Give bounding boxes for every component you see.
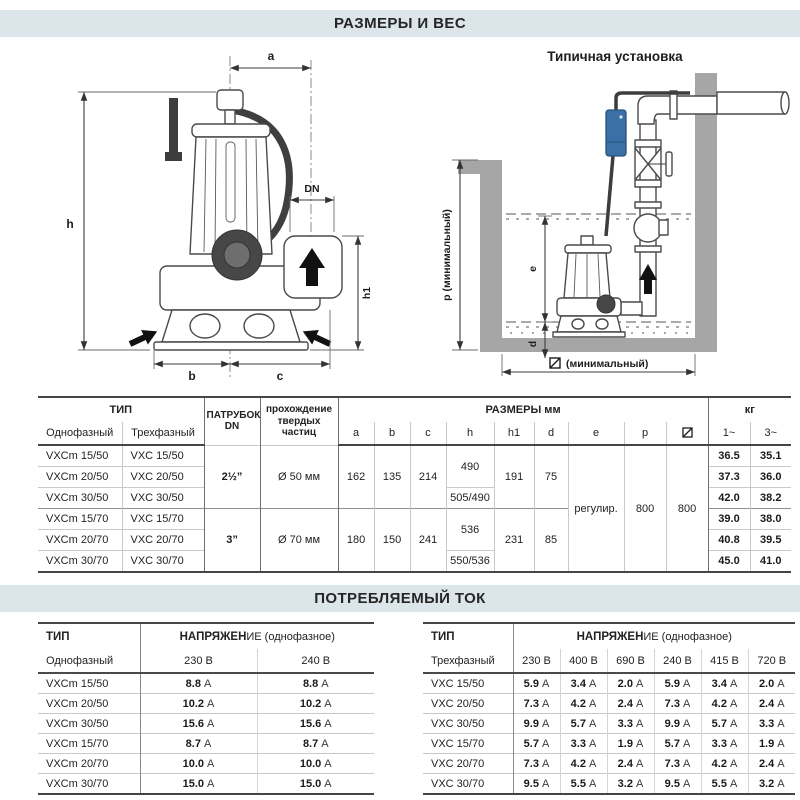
current-cell: 3.2 A [607,774,654,795]
current-cell: 2.0 A [748,673,795,694]
kg-single: 39.0 [708,509,750,530]
model-three: VXC 15/50 [122,445,204,467]
dim-h-value: 505/490 [446,488,494,509]
dim-c-value: 241 [410,509,446,573]
model-cell: VXCm 30/70 [38,774,140,795]
kg-single: 45.0 [708,551,750,573]
model-single: VXCm 15/50 [38,445,122,467]
current-cell: 8.7 A [257,734,374,754]
kg-three: 36.0 [750,467,791,488]
model-single: VXCm 20/70 [38,530,122,551]
dim-square-label: (минимальный) [566,358,649,370]
dimensions-table [38,396,791,573]
current-cell: 8.8 A [257,673,374,694]
current-cell: 3.3 A [701,734,748,754]
current-cell: 2.4 A [748,694,795,714]
model-cell: VXCm 15/70 [38,734,140,754]
current-cell: 3.2 A [748,774,795,795]
current-cell: 7.3 A [654,754,701,774]
table-row [38,694,374,714]
installation-drawing [430,68,800,388]
model-cell: VXC 30/70 [423,774,513,795]
current-cell: 2.4 A [748,754,795,774]
model-cell: VXC 20/50 [423,694,513,714]
model-single: VXCm 30/70 [38,551,122,573]
col-415v: 415 В [701,649,748,673]
pump-dimension-drawing [38,42,423,394]
section-dimensions-title: РАЗМЕРЫ И ВЕС [333,15,467,32]
col-solids: прохождение твердых частиц [260,397,338,445]
col-h1: h1 [494,422,534,445]
current-cell: 15.6 A [257,714,374,734]
current-cell: 5.5 A [560,774,607,795]
model-single: VXCm 30/50 [38,488,122,509]
col-kg: кг [708,397,791,422]
table-row [423,673,795,694]
col-a: a [338,422,374,445]
float-switch [606,110,626,156]
table-row [423,754,795,774]
dim-a-label: a [267,49,275,63]
model-three: VXC 30/70 [122,551,204,573]
current-cell: 8.7 A [140,734,257,754]
current-cell: 9.9 A [513,714,560,734]
current-three-table [423,622,795,795]
col-kg-3: 3~ [750,422,791,445]
col-three-phase: Трехфазный [423,649,513,673]
kg-single: 40.8 [708,530,750,551]
current-cell: 7.3 A [513,754,560,774]
table-row [38,673,374,694]
table-row [38,445,791,467]
col-voltage: НАПРЯЖЕНИЕ (однофазное) [140,623,374,649]
dim-p-value: 800 [624,445,666,572]
current-cell: 3.3 A [748,714,795,734]
current-cell: 4.2 A [701,754,748,774]
dn-value: 2½” [204,445,260,509]
col-square [666,422,708,445]
model-three: VXC 20/70 [122,530,204,551]
col-single-phase: Однофазный [38,649,140,673]
table-row [38,734,374,754]
square-diagonal-icon [550,358,560,368]
dn-value: 3” [204,509,260,573]
section-current-header [0,585,800,612]
col-e: e [568,422,624,445]
kg-three: 38.0 [750,509,791,530]
current-cell: 4.2 A [701,694,748,714]
base-stand [162,310,300,342]
dim-d-value: 75 [534,445,568,509]
model-three: VXC 30/50 [122,488,204,509]
col-c: c [410,422,446,445]
current-cell: 10.2 A [140,694,257,714]
dimension-p [441,160,478,350]
current-cell: 1.9 A [748,734,795,754]
current-cell: 7.3 A [513,694,560,714]
dim-e-value: регулир. [568,445,624,572]
col-type: ТИП [46,630,70,643]
current-cell: 3.3 A [607,714,654,734]
dim-b-label: b [188,369,196,383]
col-voltage: НАПРЯЖЕНИЕ (однофазное) [513,623,795,649]
col-240v: 240 В [257,649,374,673]
current-cell: 2.0 A [607,673,654,694]
current-cell: 3.4 A [701,673,748,694]
current-cell: 4.2 A [560,754,607,774]
current-cell: 15.0 A [140,774,257,795]
dim-h1-value: 191 [494,445,534,509]
model-single: VXCm 15/70 [38,509,122,530]
dimension-e-d [527,216,552,358]
col-single-phase: Однофазный [38,422,122,445]
dim-b-value: 135 [374,445,410,509]
current-cell: 3.4 A [560,673,607,694]
dim-dn-label: DN [304,183,320,195]
dim-b-value: 150 [374,509,410,573]
dim-h-value: 550/536 [446,551,494,573]
model-cell: VXCm 20/70 [38,754,140,774]
dim-h-label: h [66,217,74,231]
col-port: ПАТРУБОК DN [204,397,260,445]
current-cell: 2.4 A [607,754,654,774]
current-cell: 7.3 A [654,694,701,714]
current-cell: 15.6 A [140,714,257,734]
dim-d-label: d [527,340,539,348]
current-cell: 10.0 A [140,754,257,774]
col-690v: 690 В [607,649,654,673]
col-h: h [446,422,494,445]
current-single-table [38,622,374,795]
current-cell: 10.0 A [257,754,374,774]
section-current-title: ПОТРЕБЛЯЕМЫЙ ТОК [314,590,486,607]
col-kg-1: 1~ [708,422,750,445]
current-cell: 5.7 A [560,714,607,734]
current-cell: 5.9 A [654,673,701,694]
dim-a-value: 162 [338,445,374,509]
col-240v: 240 В [654,649,701,673]
model-cell: VXCm 15/50 [38,673,140,694]
current-cell: 5.7 A [513,734,560,754]
kg-three: 38.2 [750,488,791,509]
current-cell: 5.9 A [513,673,560,694]
kg-three: 39.5 [750,530,791,551]
col-d: d [534,422,568,445]
current-cell: 4.2 A [560,694,607,714]
current-cell: 9.5 A [654,774,701,795]
square-diagonal-icon [682,427,693,438]
dim-c-value: 214 [410,445,446,509]
table-row [38,714,374,734]
dim-d-value: 85 [534,509,568,573]
col-720v: 720 В [748,649,795,673]
section-dimensions-header [0,10,800,37]
solids-value: Ø 50 мм [260,445,338,509]
col-three-phase: Трехфазный [122,422,204,445]
dimension-dn [290,183,334,232]
lifting-handle [217,90,243,110]
current-cell: 3.3 A [560,734,607,754]
solids-value: Ø 70 мм [260,509,338,573]
outflow-arrow-icon [306,268,318,286]
table-row [423,714,795,734]
col-b: b [374,422,410,445]
dim-c-label: c [276,369,284,383]
dim-a-value: 180 [338,509,374,573]
current-cell: 5.7 A [701,714,748,734]
current-cell: 9.9 A [654,714,701,734]
kg-three: 41.0 [750,551,791,573]
model-cell: VXC 15/70 [423,734,513,754]
col-230v: 230 В [140,649,257,673]
current-cell: 2.4 A [607,694,654,714]
col-p: p [624,422,666,445]
model-three: VXC 15/70 [122,509,204,530]
current-cell: 1.9 A [607,734,654,754]
dim-h1-label: h1 [361,286,373,300]
col-type: ТИП [431,630,455,643]
dim-square-value: 800 [666,445,708,572]
col-type: ТИП [109,404,133,416]
dim-e-label: e [527,266,539,272]
dim-p-label: p (минимальный) [441,209,453,301]
current-cell: 5.5 A [701,774,748,795]
current-cell: 5.7 A [654,734,701,754]
table-row [423,774,795,795]
installation-title: Типичная установка [547,49,683,64]
model-cell: VXCm 20/50 [38,694,140,714]
dim-h-value: 536 [446,509,494,551]
kg-single: 36.5 [708,445,750,467]
col-400v: 400 В [560,649,607,673]
col-230v: 230 В [513,649,560,673]
dim-h1-value: 231 [494,509,534,573]
power-cable [169,98,178,152]
check-valve [634,214,662,242]
model-single: VXCm 20/50 [38,467,122,488]
model-cell: VXC 30/50 [423,714,513,734]
dimension-a [230,49,311,68]
col-sizes: РАЗМЕРЫ мм [338,397,708,422]
table-row [38,774,374,795]
current-cell: 15.0 A [257,774,374,795]
model-three: VXC 20/50 [122,467,204,488]
current-cell: 10.2 A [257,694,374,714]
table-row [423,734,795,754]
model-cell: VXCm 30/50 [38,714,140,734]
current-cell: 8.8 A [140,673,257,694]
kg-single: 42.0 [708,488,750,509]
table-row [423,694,795,714]
dim-h-value: 490 [446,445,494,488]
current-cell: 9.5 A [513,774,560,795]
model-cell: VXC 20/70 [423,754,513,774]
model-cell: VXC 15/50 [423,673,513,694]
table-row [38,754,374,774]
dimension-square-min [502,354,695,376]
kg-three: 35.1 [750,445,791,467]
flow-arrow-icon [644,280,652,294]
kg-single: 37.3 [708,467,750,488]
pump-body [127,90,342,351]
